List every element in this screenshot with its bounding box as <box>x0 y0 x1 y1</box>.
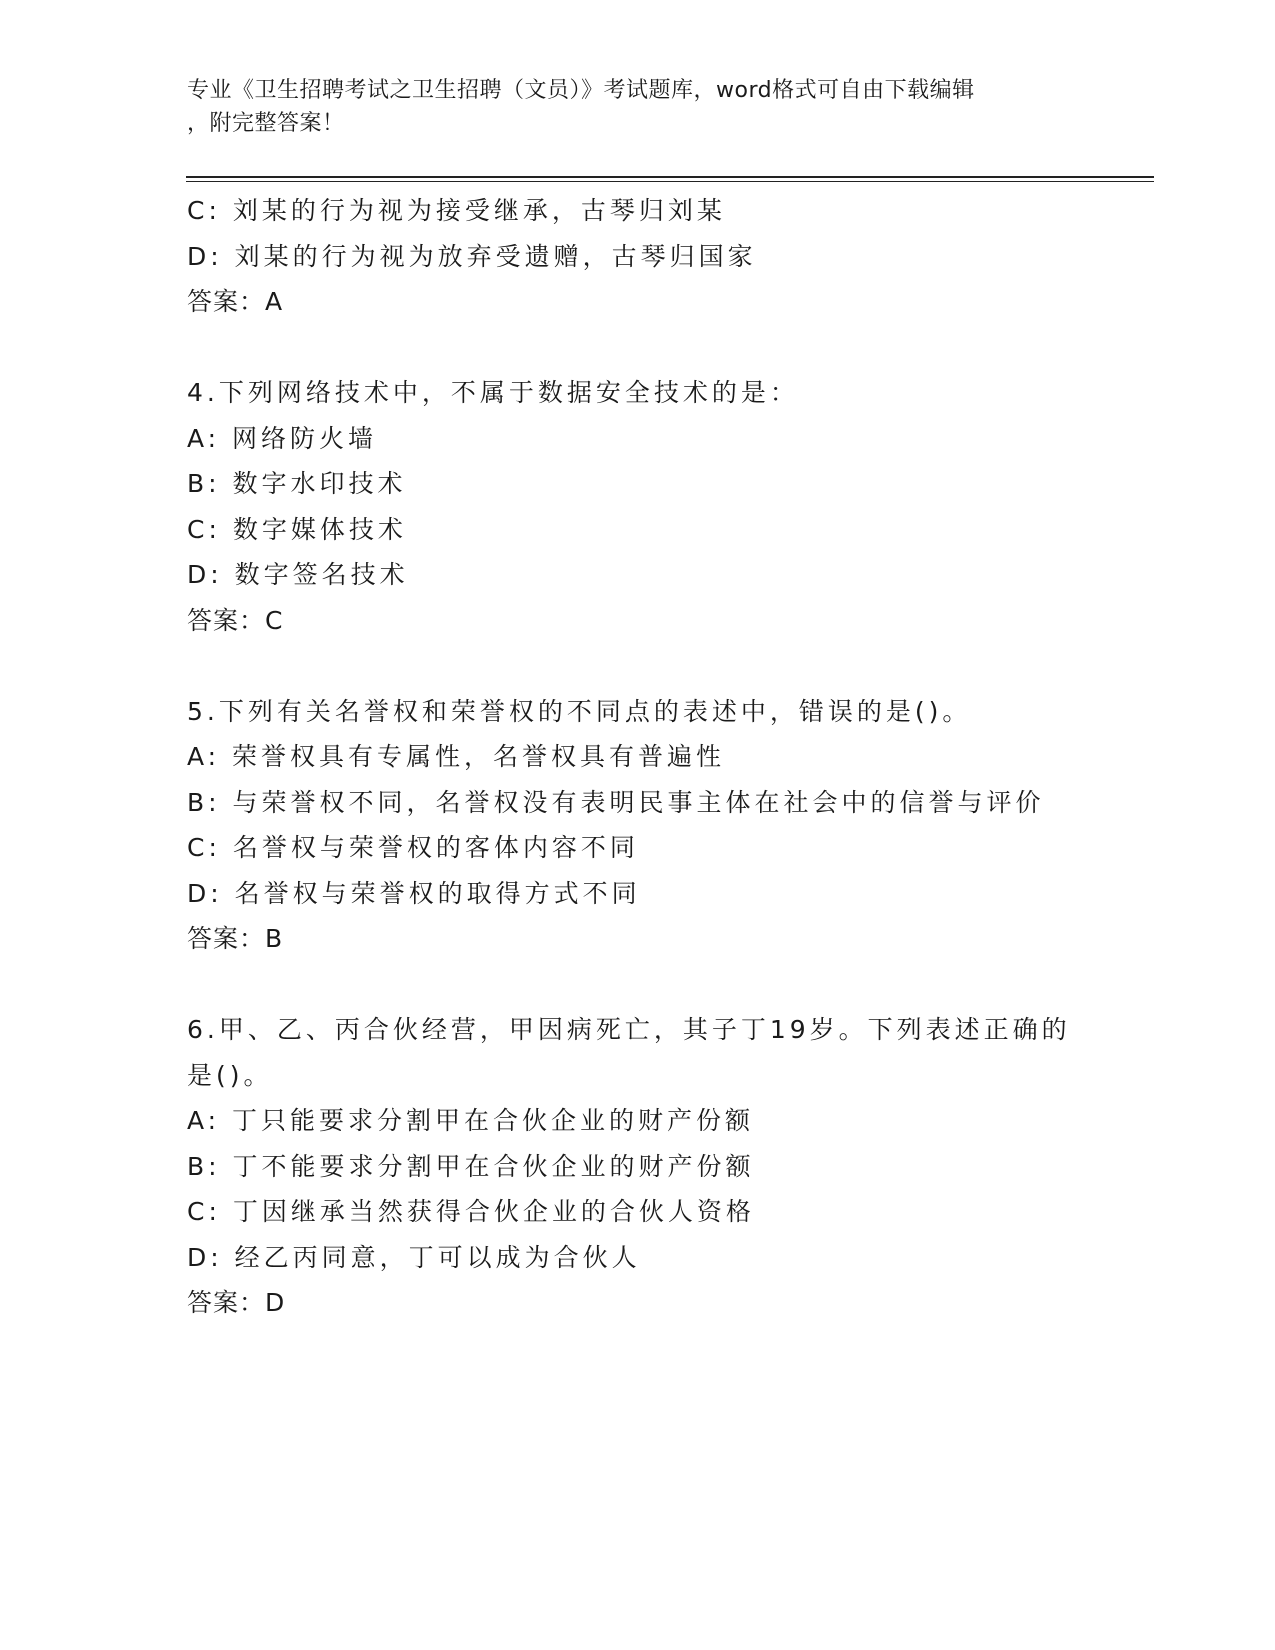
header-rule-thin <box>186 181 1154 182</box>
q4-question: 4.下列网络技术中，不属于数据安全技术的是： <box>187 378 799 407</box>
spacer <box>187 962 1087 1008</box>
q3-option-c: C: 刘某的行为视为接受继承，古琴归刘某 <box>187 196 726 225</box>
q6-option-c: C: 丁因继承当然获得合伙企业的合伙人资格 <box>187 1197 755 1226</box>
q5-option-c: C: 名誉权与荣誉权的客体内容不同 <box>187 833 639 862</box>
q4-option-b: B: 数字水印技术 <box>187 469 407 498</box>
q4-option-a: A: 网络防火墙 <box>187 423 378 453</box>
question-3 <box>187 188 1087 325</box>
document-body <box>187 188 1087 1326</box>
q4-option-d: D: 数字签名技术 <box>187 560 409 589</box>
q4-option-c: C: 数字媒体技术 <box>187 514 407 544</box>
header-rule-thick <box>186 176 1154 178</box>
question-5 <box>187 689 1087 962</box>
spacer <box>187 325 1087 371</box>
q6-option-d: D: 经乙丙同意，丁可以成为合伙人 <box>187 1242 641 1272</box>
question-6 <box>187 1007 1087 1326</box>
q3-answer: 答案：A <box>187 287 284 316</box>
q5-option-b: B: 与荣誉权不同，名誉权没有表明民事主体在社会中的信誉与评价 <box>187 787 1045 817</box>
spacer <box>187 643 1087 689</box>
q5-option-a: A: 荣誉权具有专属性，名誉权具有普遍性 <box>187 742 726 771</box>
question-4 <box>187 370 1087 643</box>
q4-answer: 答案：C <box>187 605 284 635</box>
q6-answer: 答案：D <box>187 1288 286 1317</box>
q5-option-d: D: 名誉权与荣誉权的取得方式不同 <box>187 878 641 908</box>
q6-option-b: B: 丁不能要求分割甲在合伙企业的财产份额 <box>187 1151 755 1181</box>
q6-option-a: A: 丁只能要求分割甲在合伙企业的财产份额 <box>187 1106 755 1135</box>
document-header <box>187 74 1067 140</box>
q5-answer: 答案：B <box>187 924 284 953</box>
q5-question: 5.下列有关名誉权和荣誉权的不同点的表述中，错误的是()。 <box>187 696 972 726</box>
q6-question-line-2: 是()。 <box>187 1060 273 1090</box>
header-line-1: 专业《卫生招聘考试之卫生招聘（文员）》考试题库，word格式可自由下载编辑 <box>187 78 975 103</box>
q6-question-line-1: 6.甲、乙、丙合伙经营，甲因病死亡，其子丁19岁。下列表述正确的 <box>187 1015 1071 1044</box>
q3-option-d: D: 刘某的行为视为放弃受遗赠，古琴归国家 <box>187 241 757 271</box>
header-line-2: ，附完整答案！ <box>187 111 345 136</box>
